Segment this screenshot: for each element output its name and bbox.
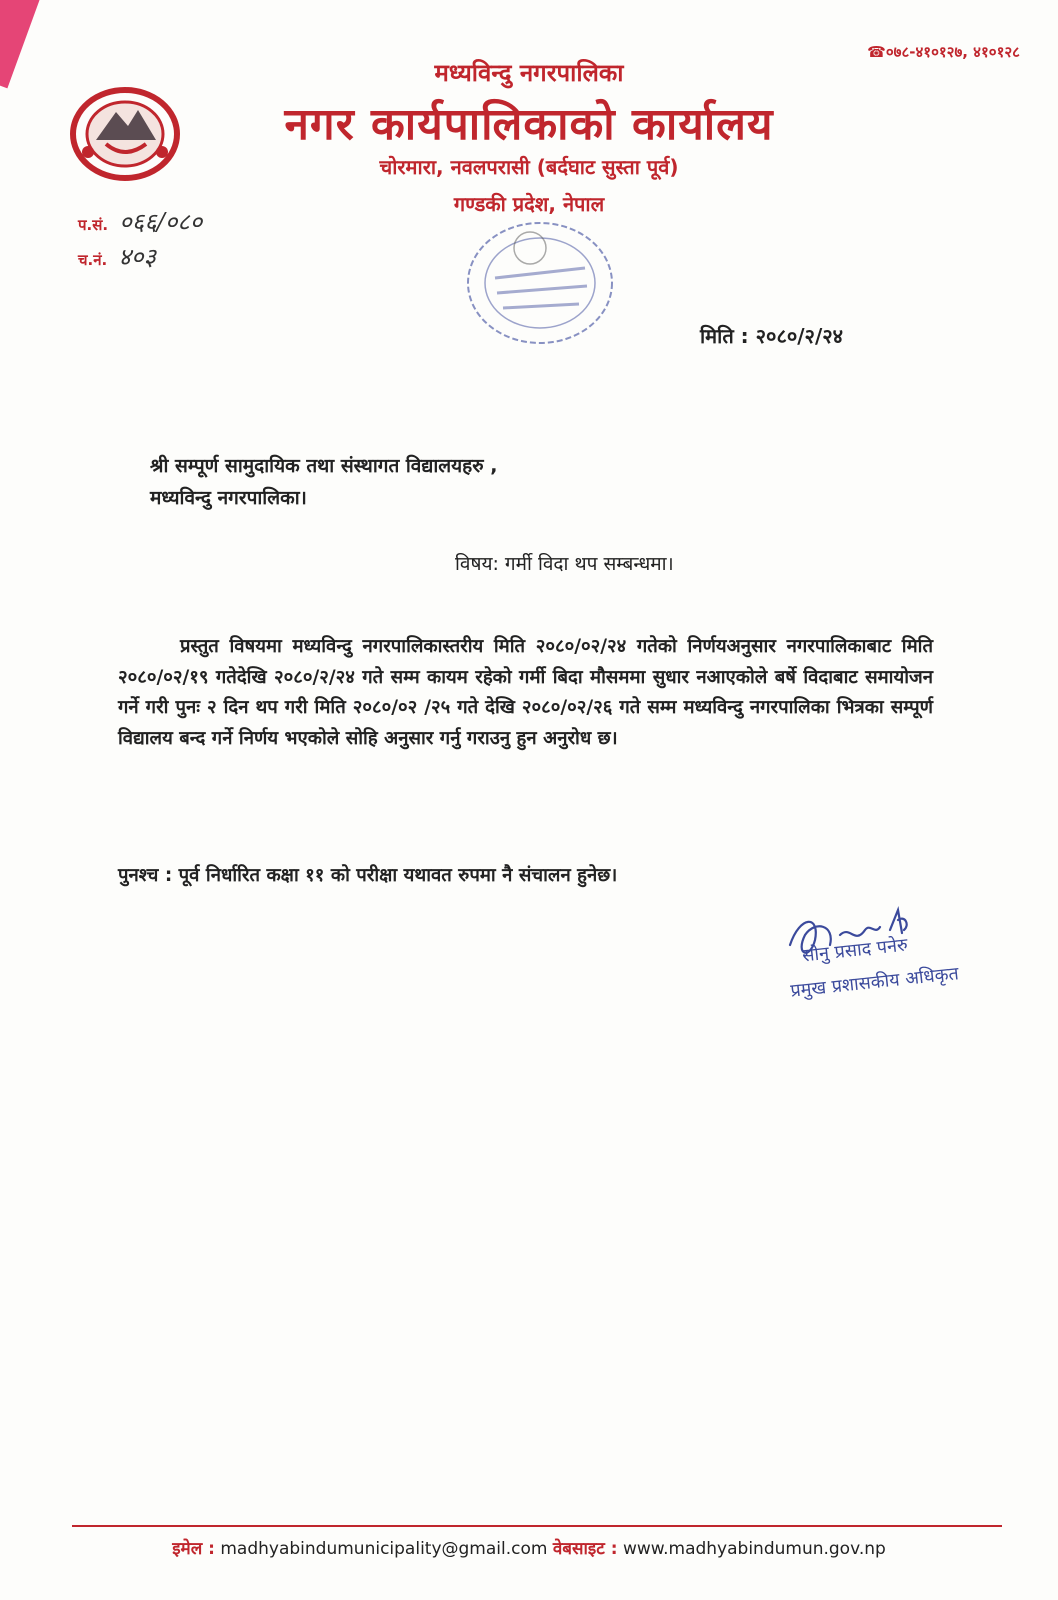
patra-sankhya [78, 205, 202, 238]
footer [0, 1536, 1058, 1559]
chalani-number [78, 240, 156, 273]
email-label: इमेल : [172, 1539, 215, 1559]
addressee-block [150, 450, 497, 514]
office-stamp-icon [455, 208, 625, 358]
address-line-1: चोरमारा, नवलपरासी (बर्दघाट सुस्ता पूर्व) [379, 155, 679, 179]
website-label: वेबसाइट : [552, 1539, 618, 1559]
postscript: पुनश्च : पूर्व निर्धारित कक्षा ११ को परीक्षा यथावत रुपमा नै संचालन हुनेछ। [118, 865, 618, 886]
addressee-line-2: मध्यविन्दु नगरपालिका। [150, 487, 307, 509]
signatory-title: प्रमुख प्रशासकीय अधिकृत [789, 963, 960, 1002]
chalani-label: च.नं. [78, 251, 108, 269]
chalani-value: ४०३ [118, 243, 156, 271]
email-address[interactable]: madhyabindumunicipality@gmail.com [220, 1539, 548, 1559]
footer-divider [72, 1525, 1002, 1527]
municipality-name: मध्यविन्दु नगरपालिका [434, 59, 624, 87]
letter-date: मिति : २०८०/२/२४ [700, 324, 844, 348]
address-line-2: गण्डकी प्रदेश, नेपाल [453, 192, 605, 216]
patra-value: ०६६/०८० [119, 208, 203, 236]
patra-label: प.सं. [78, 216, 109, 234]
body-paragraph: प्रस्तुत विषयमा मध्यविन्दु नगरपालिकास्तरीय मिति २०८०/०२/२४ गतेको निर्णयअनुसार नगरपालिकाबाट मिति २०८०/०२/१९ गतेदेखि २०८०/२/२४ गते सम्म कायम रहेको गर्मी बिदा मौसममा सुधार नआएकोले बर्षे विदाबाट समायोजन गर्ने गरी पुनः २ दिन थप गरी मिति २०८०/०२ /२५ गते देखि २०८०/०२/२६ गते सम्म मध्यविन्दु नगरपालिका भित्रका सम्पूर्ण विद्यालय बन्द गर्ने निर्णय भएकोले सोहि अनुसार गर्नु गराउनु हुन अनुरोध छ। [118, 636, 933, 749]
addressee-line-1: श्री सम्पूर्ण सामुदायिक तथा संस्थागत विद्यालयहरु , [150, 455, 498, 477]
subject-line: विषय: गर्मी विदा थप सम्बन्धमा। [455, 553, 674, 575]
website-url[interactable]: www.madhyabindumun.gov.np [622, 1539, 886, 1559]
office-title: नगर कार्यपालिकाको कार्यालय [284, 99, 774, 150]
signatory-name: सोनु प्रसाद पनेरु [801, 934, 909, 967]
phone-numbers: ☎०७८-४१०१२७, ४१०१२८ [867, 43, 1020, 61]
